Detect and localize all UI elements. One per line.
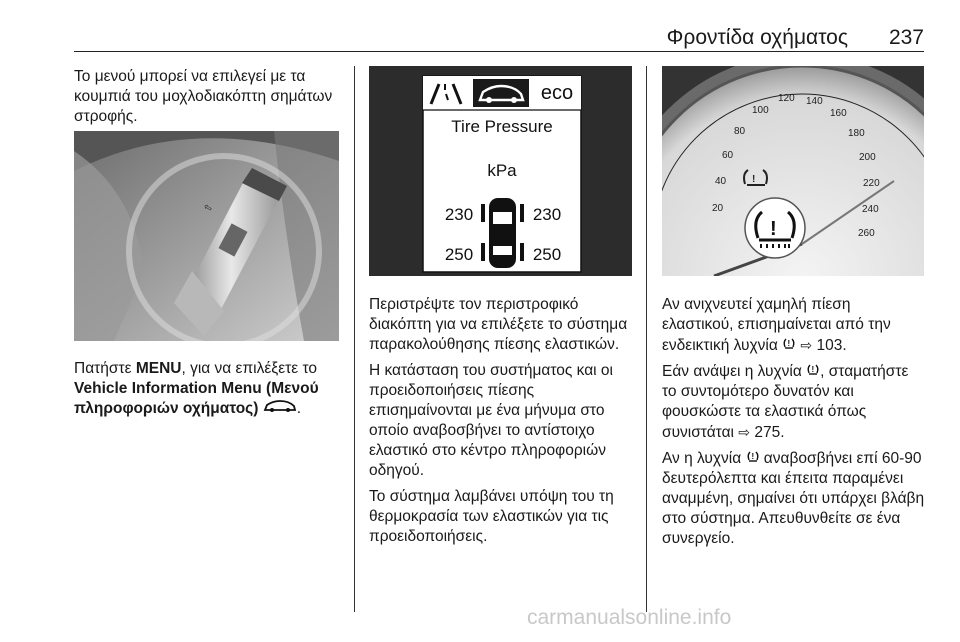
menu-button-label: MENU: [135, 360, 182, 377]
column-3-text: [662, 295, 926, 555]
column-1-menu-text: [74, 359, 346, 425]
tick-80: 80: [734, 126, 746, 137]
menu-paragraph: Πατήστε MENU, για να επιλέξετε το Vehicle Information Menu (Μενού πληροφοριών οχήματος) .: [74, 360, 319, 418]
header-rule: [74, 51, 924, 52]
tire-pressure-display-figure: [369, 66, 632, 276]
warning-lit-paragraph: Εάν ανάψει η λυχνία ! , σταματήστε το συντομότερο δυνατόν και φουσκώστε τα ελαστικά όπως συνιστάται ⇨ 275.: [662, 363, 909, 442]
tick-200: 200: [859, 152, 876, 163]
tire-pressure-warning-icon: [806, 362, 820, 382]
rear-right-pressure: 250: [532, 245, 562, 264]
front-left-pressure: 230: [444, 205, 474, 224]
system-status-paragraph: Η κατάσταση του συστήματος και οι προειδοποιήσεις πίεσης επισημαίνονται με ένα μήνυμα στο οποίο αναβοσβήνει το αντίστοιχο ελαστικό στο κέντρο πληροφοριών οδηγού.: [369, 362, 613, 479]
eco-label: eco: [540, 82, 574, 104]
tick-60: 60: [722, 150, 734, 161]
svg-text:!: !: [751, 452, 754, 462]
svg-text:!: !: [811, 365, 815, 374]
column-2-text: [369, 295, 637, 553]
page-reference-arrow-icon: ⇨: [800, 337, 813, 353]
svg-text:!: !: [770, 218, 777, 240]
running-header-title: Φροντίδα οχήματος: [666, 26, 848, 49]
tick-40: 40: [715, 176, 727, 187]
car-icon: [263, 399, 297, 419]
turn-signal-lever-photo: [74, 131, 339, 341]
tick-140: 140: [806, 96, 823, 107]
rotate-knob-paragraph: Περιστρέψτε τον περιστροφικό διακόπτη για να επιλέξετε το σύστημα παρακολούθησης πίεσης ελαστικών.: [369, 296, 628, 353]
warning-flashing-paragraph: Αν η λυχνία ! αναβοσβήνει επί 60-90 δευτερόλεπτα και έπειτα παραμένει αναμμένη, σημαίνει ότι υπάρχει βλάβη στο σύστημα. Απευθυνθείτε σε ένα συνεργείο.: [662, 450, 925, 548]
lever-arrow-label: ⇧: [202, 201, 216, 215]
page-reference-arrow-icon: ⇨: [738, 424, 751, 441]
tick-180: 180: [848, 128, 865, 139]
page-reference-275: 275: [754, 424, 781, 442]
speedometer-warning-light-photo: [662, 66, 924, 276]
tire-pressure-warning-icon: [746, 449, 760, 469]
front-right-pressure: 230: [532, 205, 562, 224]
temperature-paragraph: Το σύστημα λαμβάνει υπόψη του τη θερμοκρασία των ελαστικών για τις προειδοποιήσεις.: [369, 488, 614, 545]
tick-240: 240: [862, 204, 879, 215]
tick-20: 20: [712, 203, 724, 214]
vehicle-info-menu-label: Vehicle Information Menu (Μενού πληροφοριών οχήματος): [74, 380, 319, 418]
column-1-intro: [74, 67, 346, 133]
watermark: carmanualsonline.info: [527, 606, 732, 629]
column-divider-1: [354, 66, 355, 612]
tick-220: 220: [863, 178, 880, 189]
display-title: Tire Pressure: [451, 117, 553, 136]
intro-paragraph: Το μενού μπορεί να επιλεγεί με τα κουμπιά του μοχλοδιακόπτη σημάτων στροφής.: [74, 68, 333, 125]
pressure-unit: kPa: [487, 161, 517, 180]
tick-100: 100: [752, 105, 769, 116]
tick-160: 160: [830, 108, 847, 119]
column-divider-2: [646, 66, 647, 612]
svg-text:!: !: [787, 338, 791, 348]
page-reference-103: 103: [816, 337, 843, 354]
tick-120: 120: [778, 93, 795, 104]
rear-left-pressure: 250: [444, 245, 474, 264]
svg-text:!: !: [752, 174, 756, 185]
tire-pressure-warning-icon: [782, 336, 796, 356]
tick-260: 260: [858, 228, 875, 239]
page-number: 237: [888, 26, 924, 49]
low-pressure-paragraph: Αν ανιχνευτεί χαμηλή πίεση ελαστικού, επισημαίνεται από την ενδεικτική λυχνία ! ⇨ 103.: [662, 296, 891, 354]
